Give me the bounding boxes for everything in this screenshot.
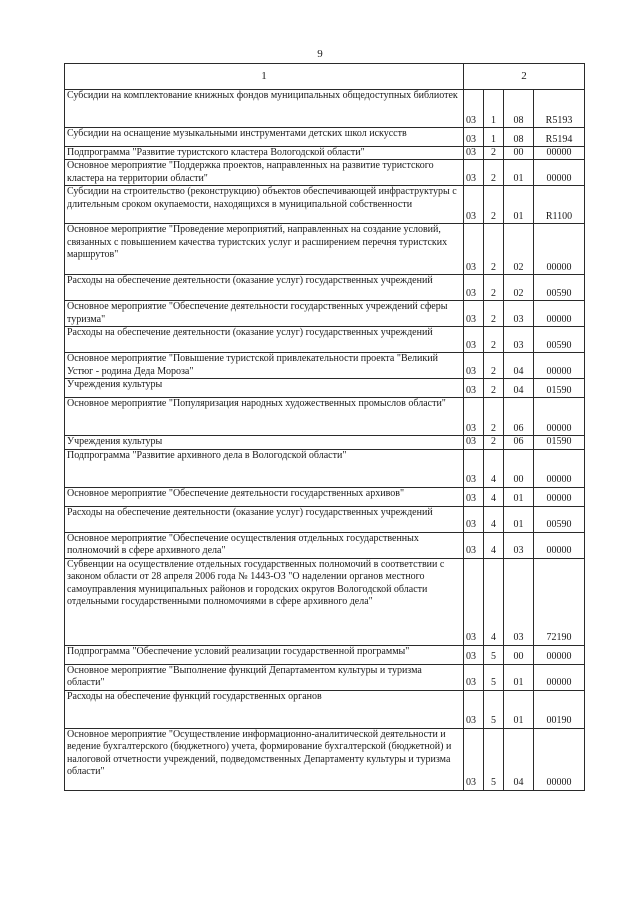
code-subprogram: 4 [484, 558, 504, 645]
row-name: Учреждения культуры [65, 436, 464, 449]
code-section: 03 [464, 327, 484, 353]
code-subprogram: 2 [484, 398, 504, 436]
code-section: 03 [464, 160, 484, 186]
row-name: Подпрограмма "Развитие туристского кластера Вологодской области" [65, 147, 464, 160]
code-activity: 02 [504, 275, 534, 301]
code-subprogram: 4 [484, 487, 504, 506]
row-name: Основное мероприятие "Поддержка проектов, направленных на развитие туристского кластера на территории области" [65, 160, 464, 186]
row-name: Основное мероприятие "Проведение мероприятий, направленных на создание условий, связанных с повышением качества туристских услуг и расширением перечня туристских маршрутов" [65, 224, 464, 275]
code-section: 03 [464, 532, 484, 558]
table-row [65, 506, 585, 532]
code-activity: 01 [504, 690, 534, 728]
code-subprogram: 2 [484, 436, 504, 449]
code-activity: 00 [504, 449, 534, 487]
code-activity: 02 [504, 224, 534, 275]
code-section: 03 [464, 506, 484, 532]
code-activity: 01 [504, 664, 534, 690]
row-name: Субсидии на комплектование книжных фондов муниципальных общедоступных библиотек [65, 90, 464, 128]
code-subprogram: 4 [484, 449, 504, 487]
code-subprogram: 2 [484, 275, 504, 301]
table-row [65, 275, 585, 301]
table-row [65, 379, 585, 398]
table-row [65, 436, 585, 449]
table-row [65, 690, 585, 728]
row-name: Субвенции на осуществление отдельных государственных полномочий в соответствии с законом области от 28 апреля 2006 года № 1443-ОЗ "О наделении органов местного самоуправления муниципальных районов и городских округов Вологодской области отдельными государственными полномочиями в сфере архивного дела" [65, 558, 464, 645]
budget-table [64, 63, 585, 791]
code-direction: 00190 [534, 690, 585, 728]
code-direction: 00000 [534, 224, 585, 275]
table-row [65, 128, 585, 147]
code-activity: 01 [504, 186, 534, 224]
row-name: Основное мероприятие "Обеспечение деятельности государственных архивов" [65, 487, 464, 506]
code-direction: 01590 [534, 436, 585, 449]
code-section: 03 [464, 301, 484, 327]
table-row [65, 147, 585, 160]
code-activity: 03 [504, 301, 534, 327]
code-direction: R5194 [534, 128, 585, 147]
code-section: 03 [464, 186, 484, 224]
code-section: 03 [464, 449, 484, 487]
code-direction: 00000 [534, 487, 585, 506]
table-row [65, 301, 585, 327]
code-direction: 00000 [534, 728, 585, 790]
code-subprogram: 1 [484, 90, 504, 128]
table-row [65, 224, 585, 275]
code-activity: 01 [504, 487, 534, 506]
code-section: 03 [464, 690, 484, 728]
code-section: 03 [464, 275, 484, 301]
code-direction: 00000 [534, 449, 585, 487]
code-direction: 00000 [534, 147, 585, 160]
code-direction: 01590 [534, 379, 585, 398]
code-activity: 04 [504, 728, 534, 790]
code-section: 03 [464, 558, 484, 645]
row-name: Субсидии на оснащение музыкальными инструментами детских школ искусств [65, 128, 464, 147]
code-direction: R5193 [534, 90, 585, 128]
code-direction: 72190 [534, 558, 585, 645]
code-subprogram: 5 [484, 728, 504, 790]
row-name: Основное мероприятие "Выполнение функций Департаментом культуры и туризма области" [65, 664, 464, 690]
code-section: 03 [464, 128, 484, 147]
code-activity: 00 [504, 645, 534, 664]
code-section: 03 [464, 90, 484, 128]
code-section: 03 [464, 664, 484, 690]
code-activity: 03 [504, 558, 534, 645]
row-name: Основное мероприятие "Популяризация народных художественных промыслов области" [65, 398, 464, 436]
row-name: Основное мероприятие "Обеспечение деятельности государственных учреждений сферы туризма" [65, 301, 464, 327]
code-section: 03 [464, 224, 484, 275]
table-row [65, 664, 585, 690]
code-activity: 08 [504, 90, 534, 128]
code-direction: 00000 [534, 301, 585, 327]
code-subprogram: 5 [484, 645, 504, 664]
code-direction: 00590 [534, 275, 585, 301]
row-name: Расходы на обеспечение деятельности (оказание услуг) государственных учреждений [65, 506, 464, 532]
table-row [65, 90, 585, 128]
code-subprogram: 2 [484, 353, 504, 379]
table-row [65, 449, 585, 487]
row-name: Расходы на обеспечение деятельности (оказание услуг) государственных учреждений [65, 275, 464, 301]
code-activity: 06 [504, 436, 534, 449]
code-activity: 01 [504, 160, 534, 186]
code-subprogram: 2 [484, 147, 504, 160]
code-section: 03 [464, 728, 484, 790]
code-subprogram: 4 [484, 532, 504, 558]
code-activity: 00 [504, 147, 534, 160]
code-direction: 00000 [534, 160, 585, 186]
header-col-1: 1 [65, 64, 464, 90]
code-direction: 00000 [534, 532, 585, 558]
code-activity: 03 [504, 327, 534, 353]
code-section: 03 [464, 436, 484, 449]
code-activity: 01 [504, 506, 534, 532]
header-col-2: 2 [464, 64, 585, 90]
code-subprogram: 2 [484, 224, 504, 275]
code-activity: 04 [504, 353, 534, 379]
code-direction: 00590 [534, 327, 585, 353]
table-row [65, 487, 585, 506]
row-name: Основное мероприятие "Повышение туристской привлекательности проекта "Великий Устюг - родина Деда Мороза" [65, 353, 464, 379]
code-activity: 06 [504, 398, 534, 436]
code-section: 03 [464, 379, 484, 398]
code-direction: 00000 [534, 664, 585, 690]
code-subprogram: 1 [484, 128, 504, 147]
row-name: Субсидии на строительство (реконструкцию) объектов обеспечивающей инфраструктуры с длительным сроком окупаемости, находящихся в муниципальной собственности [65, 186, 464, 224]
table-header-row [65, 64, 585, 90]
code-subprogram: 2 [484, 379, 504, 398]
code-subprogram: 2 [484, 160, 504, 186]
code-subprogram: 2 [484, 186, 504, 224]
table-row [65, 327, 585, 353]
code-activity: 04 [504, 379, 534, 398]
row-name: Основное мероприятие "Обеспечение осуществления отдельных государственных полномочий в сфере архивного дела" [65, 532, 464, 558]
code-subprogram: 4 [484, 506, 504, 532]
code-activity: 03 [504, 532, 534, 558]
code-section: 03 [464, 645, 484, 664]
table-row [65, 160, 585, 186]
table-row [65, 532, 585, 558]
table-row [65, 728, 585, 790]
code-section: 03 [464, 398, 484, 436]
code-subprogram: 5 [484, 664, 504, 690]
code-subprogram: 5 [484, 690, 504, 728]
code-direction: 00000 [534, 398, 585, 436]
row-name: Учреждения культуры [65, 379, 464, 398]
code-section: 03 [464, 487, 484, 506]
table-row [65, 398, 585, 436]
code-subprogram: 2 [484, 327, 504, 353]
row-name: Подпрограмма "Обеспечение условий реализации государственной программы" [65, 645, 464, 664]
row-name: Основное мероприятие "Осуществление информационно-аналитической деятельности и ведение бухгалтерского (бюджетного) учета, формирование бухгалтерской (бюджетной) и налоговой отчетности учреждений, подведомственных Департаменту культуры и туризма области" [65, 728, 464, 790]
table-body [65, 64, 585, 791]
code-section: 03 [464, 353, 484, 379]
code-activity: 08 [504, 128, 534, 147]
table-row [65, 353, 585, 379]
code-direction: 00590 [534, 506, 585, 532]
code-direction: 00000 [534, 645, 585, 664]
table-row [65, 645, 585, 664]
code-section: 03 [464, 147, 484, 160]
table-row [65, 558, 585, 645]
page-number: 9 [317, 48, 323, 60]
code-subprogram: 2 [484, 301, 504, 327]
row-name: Подпрограмма "Развитие архивного дела в Вологодской области" [65, 449, 464, 487]
row-name: Расходы на обеспечение деятельности (оказание услуг) государственных учреждений [65, 327, 464, 353]
table-row [65, 186, 585, 224]
code-direction: R1100 [534, 186, 585, 224]
code-direction: 00000 [534, 353, 585, 379]
row-name: Расходы на обеспечение функций государственных органов [65, 690, 464, 728]
